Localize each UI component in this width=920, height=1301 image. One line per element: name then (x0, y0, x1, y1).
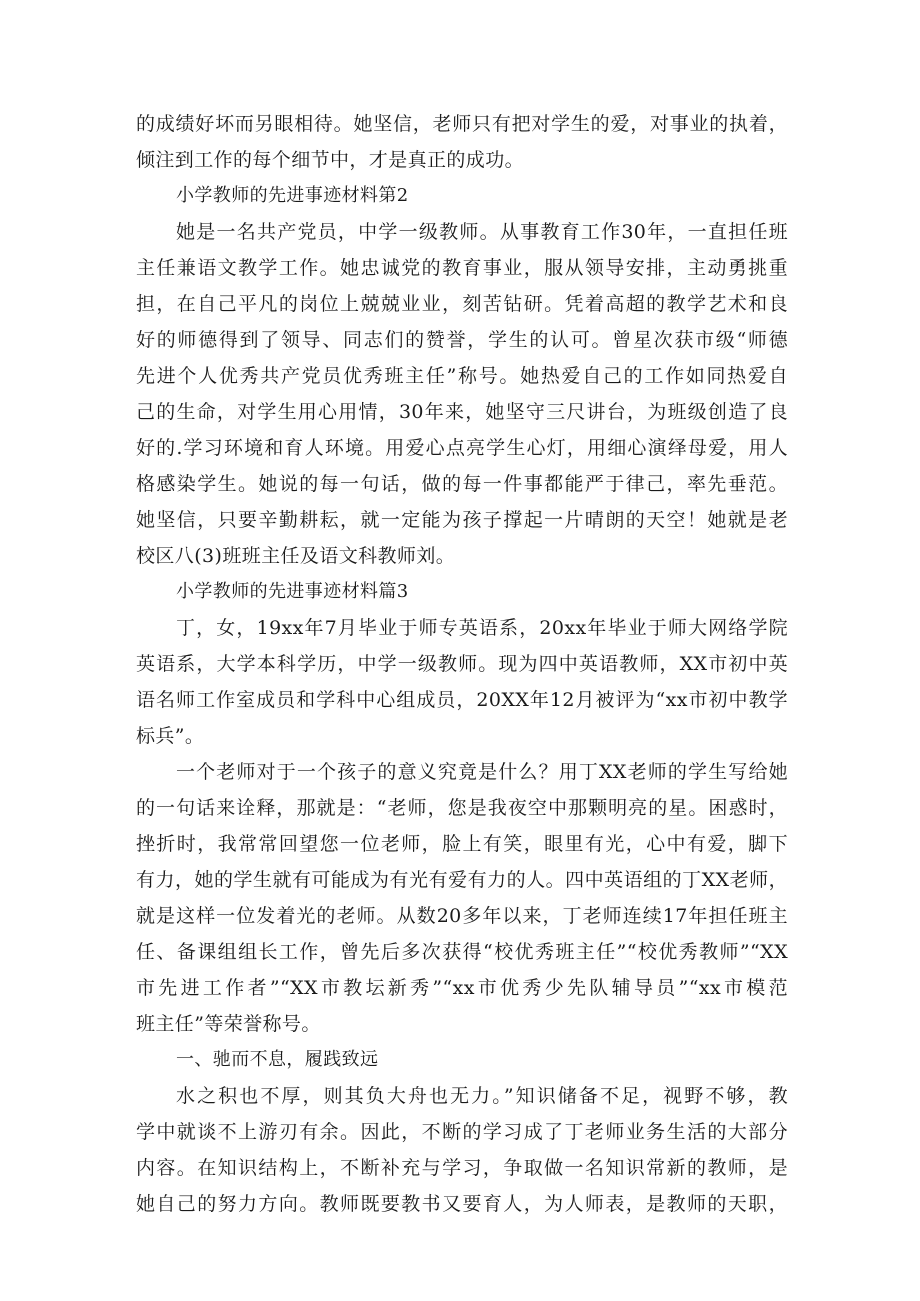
text-line: 挫折时，我常常回望您一位老师，脸上有笑，眼里有光，心中有爱，脚下 (136, 833, 788, 855)
text-line: 有力，她的学生就有可能成为有光有爱有力的人。四中英语组的丁XX老师， (136, 869, 788, 891)
text-line: 水之积也不厚，则其负大舟也无力。”知识储备不足，视野不够，教 (176, 1085, 788, 1107)
text-line: 市先进工作者”“XX市教坛新秀”“xx市优秀少先队辅导员”“xx市模范 (136, 977, 788, 999)
text-line: 英语系，大学本科学历，中学一级教师。现为四中英语教师，XX市初中英 (136, 653, 788, 675)
text-line: 先进个人优秀共产党员优秀班主任”称号。她热爱自己的工作如同热爱自 (136, 365, 788, 387)
document-page (136, 106, 788, 1222)
text-line: 好的.学习环境和育人环境。用爱心点亮学生心灯，用细心演绎母爱，用人 (136, 437, 788, 459)
text-line: 好的师德得到了领导、同志们的赞誉，学生的认可。曾星次获市级“师德 (136, 329, 788, 351)
text-line: 丁，女，19xx年7月毕业于师专英语系，20xx年毕业于师大网络学院 (176, 617, 788, 639)
text-line: 主任兼语文教学工作。她忠诚党的教育事业，服从领导安排，主动勇挑重 (136, 257, 788, 279)
section-heading: 一、驰而不息，履践致远 (176, 1049, 379, 1070)
text-line: 班主任”等荣誉称号。 (136, 1013, 321, 1035)
text-line: 就是这样一位发着光的老师。从数20多年以来，丁老师连续17年担任班主 (136, 905, 788, 927)
text-line: 的成绩好坏而另眼相待。她坚信，老师只有把对学生的爱，对事业的执着， (136, 113, 788, 135)
section-heading: 小学教师的先进事迹材料第2 (176, 185, 409, 206)
text-line: 语名师工作室成员和学科中心组成员，20XX年12月被评为“xx市初中教学 (136, 689, 788, 711)
text-line: 任、备课组组长工作，曾先后多次获得“校优秀班主任”“校优秀教师”“XX (136, 941, 788, 963)
text-line: 她是一名共产党员，中学一级教师。从事教育工作30年，一直担任班 (176, 221, 788, 243)
text-line: 校区八(3)班班主任及语文科教师刘。 (136, 545, 456, 567)
text-line: 己的生命，对学生用心用情，30年来，她坚守三尺讲台，为班级创造了良 (136, 401, 788, 423)
text-line: 担，在自己平凡的岗位上兢兢业业，刻苦钻研。凭着高超的教学艺术和良 (136, 293, 788, 315)
section-heading: 小学教师的先进事迹材料篇3 (176, 581, 409, 602)
text-line: 标兵”。 (136, 725, 205, 747)
text-line: 倾注到工作的每个细节中，才是真正的成功。 (136, 149, 525, 171)
text-line: 她自己的努力方向。教师既要教书又要育人，为人师表，是教师的天职， (136, 1193, 788, 1215)
text-line: 学中就谈不上游刃有余。因此，不断的学习成了丁老师业务生活的大部分 (136, 1121, 788, 1143)
text-line: 格感染学生。她说的每一句话，做的每一件事都能严于律己，率先垂范。 (136, 473, 788, 495)
text-line: 她坚信，只要辛勤耕耘，就一定能为孩子撑起一片晴朗的天空！她就是老 (136, 509, 788, 531)
text-line: 一个老师对于一个孩子的意义究竟是什么？用丁XX老师的学生写给她 (176, 761, 788, 783)
text-line: 的一句话来诠释，那就是：“老师，您是我夜空中那颗明亮的星。困惑时， (136, 797, 788, 819)
text-line: 内容。在知识结构上，不断补充与学习，争取做一名知识常新的教师，是 (136, 1157, 788, 1179)
